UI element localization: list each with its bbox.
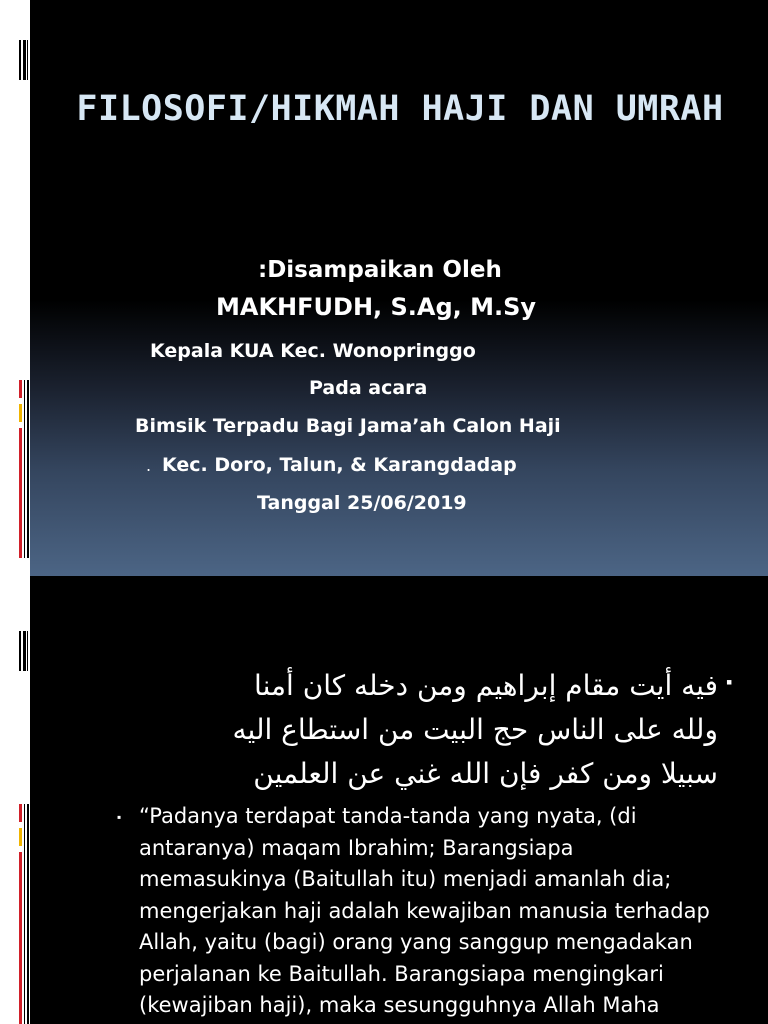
- bullet-icon: ▪: [726, 672, 733, 692]
- translation-line: perjalanan ke Baitullah. Barangsiapa mengingkari: [139, 961, 664, 986]
- event-date: Tanggal 25/06/2019: [257, 492, 467, 514]
- presenter-position: Kepala KUA Kec. Wonopringgo: [150, 340, 476, 362]
- translation-line: antaranya) maqam Ibrahim; Barangsiapa: [139, 835, 574, 860]
- event-name: Bimsik Terpadu Bagi Jama’ah Calon Haji: [135, 415, 561, 437]
- location-prefix: .: [146, 456, 152, 475]
- presenter-name: MAKHFUDH, S.Ag, M.Sy: [216, 293, 537, 321]
- sub-bullet-icon: ▪: [117, 810, 122, 824]
- decorative-barcode: [0, 631, 30, 671]
- decorative-color-bars: [19, 380, 30, 560]
- translation-line: Allah, yaitu (bagi) orang yang sanggup mengadakan: [139, 930, 693, 954]
- slide-title: FILOSOFI/HIKMAH HAJI DAN UMRAH: [76, 89, 724, 129]
- decorative-barcode: [0, 40, 30, 80]
- arabic-line: ولله على الناس حج البيت من استطاع اليه: [232, 713, 718, 746]
- event-intro: Pada acara: [309, 377, 428, 399]
- decorative-color-bars: [19, 804, 30, 1024]
- translation-line: mengerjakan haji adalah kewajiban manusia terhadap: [139, 898, 710, 923]
- presented-by-label: :Disampaikan Oleh: [258, 257, 502, 283]
- translation-line: memasukinya (Baitullah itu) menjadi amanlah dia;: [139, 867, 672, 891]
- verse-translation: [139, 801, 768, 1022]
- translation-line: “Padanya terdapat tanda-tanda yang nyata, (di: [139, 804, 637, 828]
- arabic-line: فيه أيت مقام إبراهيم ومن دخله كان أمنا: [254, 669, 718, 702]
- translation-line: (kewajiban haji), maka sesungguhnya Allah Maha: [139, 993, 660, 1017]
- arabic-verse: [98, 664, 718, 796]
- event-location: Kec. Doro, Talun, & Karangdadap: [162, 454, 517, 476]
- arabic-line: سبيلا ومن كفر فإن الله غني عن العلمين: [253, 757, 718, 790]
